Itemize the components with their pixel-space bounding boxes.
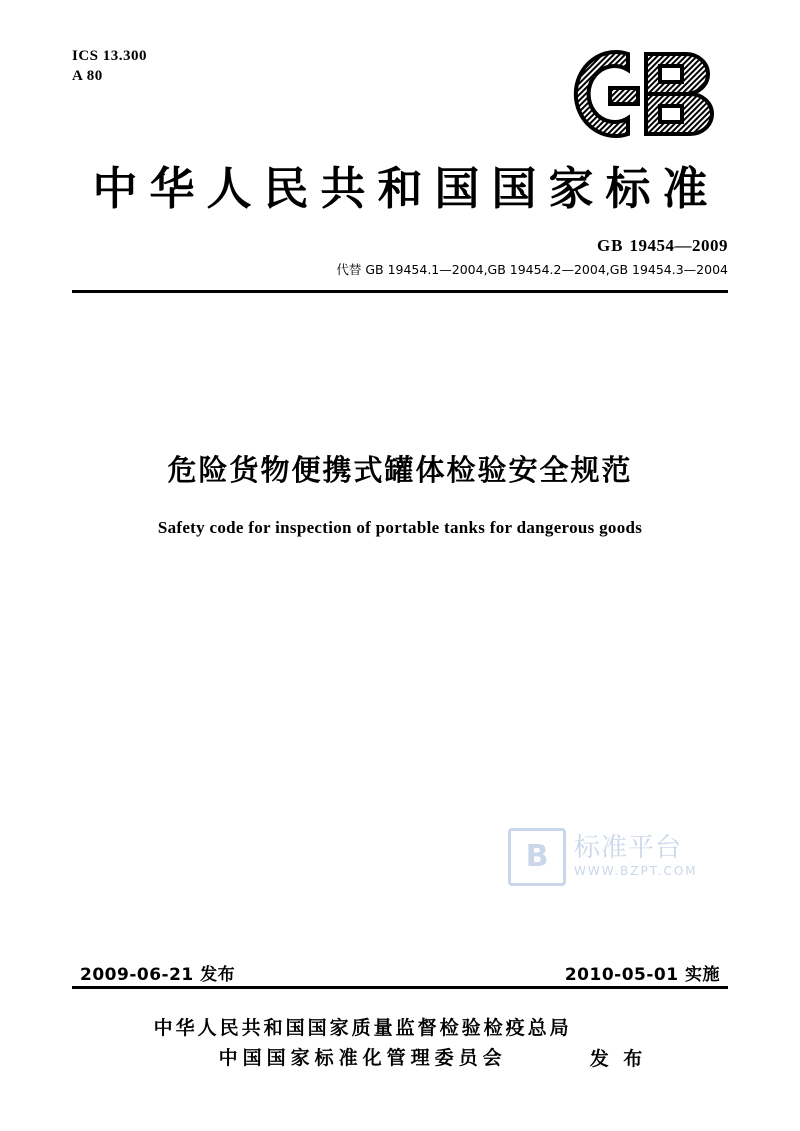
- standard-number-value: 19454—2009: [629, 236, 728, 255]
- standard-number: [597, 236, 728, 256]
- standard-number-prefix: GB: [596, 236, 624, 255]
- document-title-cn: 危险货物便携式罐体检验安全规范: [167, 453, 633, 487]
- issuer-name-block: [154, 1013, 572, 1073]
- issue-action-label: 发 布: [589, 1048, 647, 1070]
- gb-logo: [568, 48, 728, 140]
- replaces-note: 代替 GB 19454.1—2004,GB 19454.2—2004,GB 19454.3—2004: [336, 262, 728, 277]
- implementation-date: 2010-05-01 实施: [564, 965, 720, 985]
- ics-block: [72, 46, 147, 86]
- classification-code: A 80: [72, 68, 103, 84]
- issue-date: 2009-06-21 发布: [80, 965, 236, 985]
- ics-code: ICS 13.300: [72, 48, 148, 64]
- watermark-badge-icon: [508, 828, 566, 886]
- watermark-badge-letter: B: [525, 839, 549, 874]
- issuer-line-2: 中国国家标准化管理委员会: [218, 1047, 507, 1069]
- watermark-url: WWW.BZPT.COM: [574, 864, 698, 878]
- issuing-organizations: [0, 1013, 800, 1073]
- issuer-line-1: 中华人民共和国国家质量监督检验检疫总局: [153, 1017, 572, 1039]
- divider-bottom: [72, 986, 728, 989]
- divider-top: [72, 290, 728, 293]
- watermark: [508, 828, 698, 886]
- watermark-title: 标准平台: [574, 833, 683, 863]
- document-title-en: Safety code for inspection of portable tanks for dangerous goods: [157, 518, 643, 537]
- watermark-text: [574, 834, 698, 880]
- national-standard-title: 中华人民共和国国家标准: [92, 162, 720, 215]
